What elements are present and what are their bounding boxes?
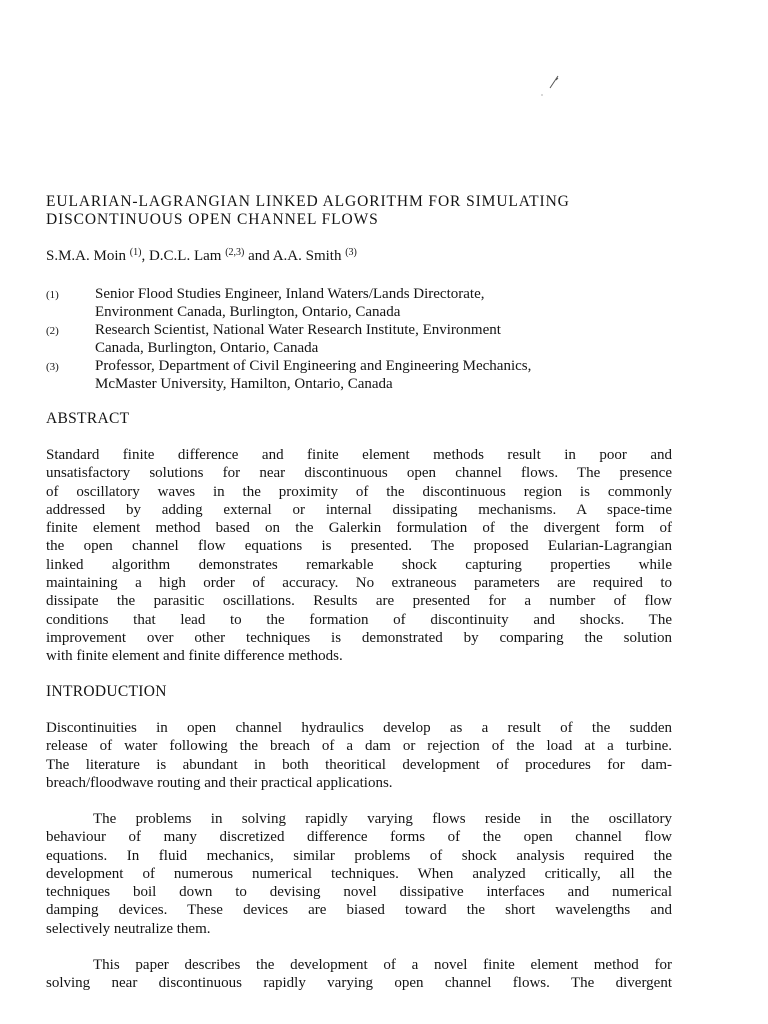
text-line: Discontinuities in open channel hydraulics develop as a result of the sudden: [46, 720, 672, 736]
affiliation-line: Environment Canada, Burlington, Ontario, Canada: [95, 304, 401, 320]
text-line: the open channel flow equations is presented. The proposed Eularian-Lagrangian: [46, 538, 672, 555]
text-line: This paper describes the development of a novel finite element method for: [93, 957, 672, 973]
text-line: improvement over other techniques is demonstrated by comparing the solution: [46, 629, 672, 646]
text-line: Standard finite difference and finite element methods result in poor and: [46, 447, 672, 463]
affiliation-line: Canada, Burlington, Ontario, Canada: [95, 340, 319, 356]
text-line: The literature is abundant in both theoritical development of procedures for dam-: [46, 756, 672, 773]
pen-mark: [538, 70, 568, 98]
abstract-paragraph: [46, 446, 672, 666]
affiliation-number: (1): [46, 289, 59, 301]
author-1-ref: (1): [129, 247, 142, 258]
author-3: and A.A. Smith: [244, 248, 342, 264]
affiliation-line: McMaster University, Hamilton, Ontario, Canada: [95, 376, 393, 392]
text-line: with finite element and finite difference methods.: [46, 648, 343, 665]
abstract-heading: ABSTRACT: [46, 410, 130, 427]
text-line: dissipate the parasitic oscillations. Results are presented for a number of flow: [46, 593, 672, 610]
affiliation-item: [46, 321, 676, 357]
paper-title: [46, 193, 686, 229]
affiliation-number: (2): [46, 325, 59, 337]
text-line: finite element method based on the Galerkin formulation of the divergent form of: [46, 520, 672, 537]
affiliation-list: [46, 285, 676, 393]
author-list: [46, 247, 357, 265]
title-line-1: EULARIAN-LAGRANGIAN LINKED ALGORITHM FOR SIMULATING: [46, 193, 570, 210]
title-line-2: DISCONTINUOUS OPEN CHANNEL FLOWS: [46, 211, 379, 228]
affiliation-number: (3): [46, 361, 59, 373]
text-line: maintaining a high order of accuracy. No extraneous parameters are required to: [46, 575, 672, 592]
text-line: The problems in solving rapidly varying flows reside in the oscillatory: [93, 811, 672, 827]
text-line: addressed by adding external or internal dissipating mechanisms. A space-time: [46, 501, 672, 518]
text-line: release of water following the breach of a dam or rejection of the load at a turbine.: [46, 738, 672, 755]
introduction-heading: INTRODUCTION: [46, 683, 167, 700]
text-line: equations. In fluid mechanics, similar problems of shock analysis required the: [46, 847, 672, 864]
author-1: S.M.A. Moin: [46, 248, 127, 264]
text-line: linked algorithm demonstrates remarkable shock capturing properties while: [46, 556, 672, 573]
author-2-ref: (2,3): [225, 247, 245, 258]
intro-paragraph-1: [46, 719, 672, 792]
affiliation-line: Research Scientist, National Water Research Institute, Environment: [95, 322, 501, 338]
text-line: techniques boil down to devising novel dissipative interfaces and numerical: [46, 884, 672, 901]
affiliation-item: [46, 357, 676, 393]
affiliation-line: Senior Flood Studies Engineer, Inland Waters/Lands Directorate,: [95, 286, 485, 302]
text-line: damping devices. These devices are biased toward the short wavelengths and: [46, 902, 672, 919]
intro-paragraph-2: [46, 810, 672, 938]
author-2: , D.C.L. Lam: [141, 248, 222, 264]
affiliation-item: [46, 285, 676, 321]
text-line: of oscillatory waves in the proximity of the discontinuous region is commonly: [46, 483, 672, 500]
intro-paragraph-3: [46, 956, 672, 993]
text-line: breach/floodwave routing and their practical applications.: [46, 774, 393, 791]
text-line: solving near discontinuous rapidly varying open channel flows. The divergent: [46, 975, 672, 992]
text-line: unsatisfactory solutions for near discontinuous open channel flows. The presence: [46, 465, 672, 482]
author-3-ref: (3): [345, 247, 357, 258]
affiliation-line: Professor, Department of Civil Engineering and Engineering Mechanics,: [95, 358, 532, 374]
text-line: behaviour of many discretized difference forms of the open channel flow: [46, 829, 672, 846]
text-line: selectively neutralize them.: [46, 920, 211, 937]
text-line: development of numerous numerical techniques. When analyzed critically, all the: [46, 865, 672, 882]
text-line: conditions that lead to the formation of discontinuity and shocks. The: [46, 611, 672, 628]
